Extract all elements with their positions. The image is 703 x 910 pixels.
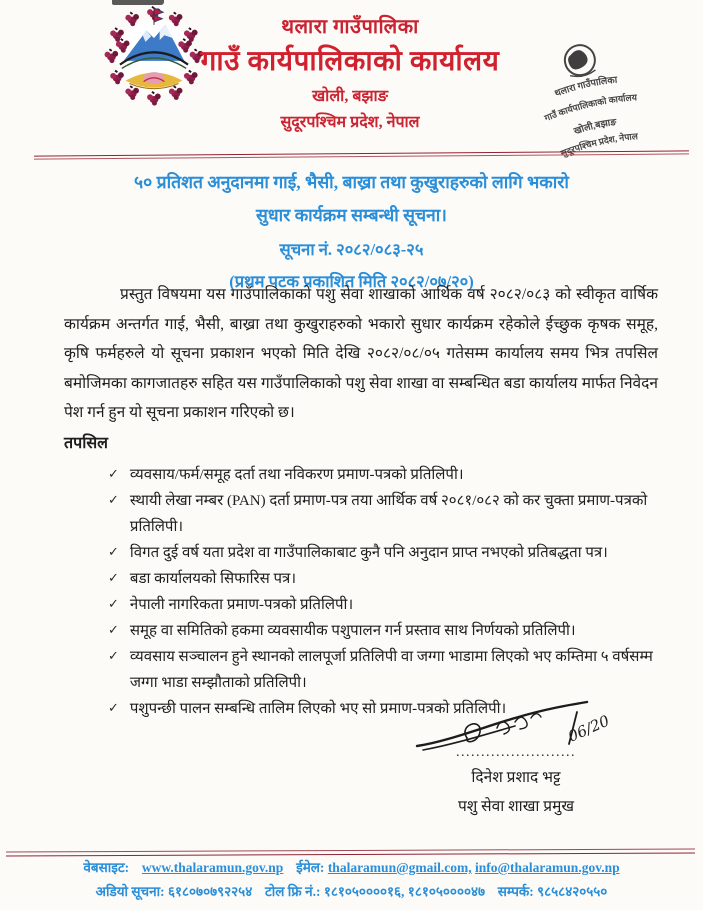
footer-contact-line2 xyxy=(0,882,703,900)
notice-title-line1: ५० प्रतिशत अनुदानमा गाई, भैसी, बाख्रा तथा कुखुराहरुको लागि भकारो xyxy=(134,172,569,192)
required-documents-checklist xyxy=(64,462,658,722)
website-link[interactable]: www.thalaramun.gov.np xyxy=(141,860,284,875)
checklist-item xyxy=(108,540,658,566)
handwritten-date: 06/20 xyxy=(565,711,613,746)
check-icon: ✓ xyxy=(108,700,119,716)
checklist-item-text: व्यवसाय सञ्चालन हुने स्थानको लालपूर्जा प्रतिलिपी वा जग्गा भाडामा लिएको भए कम्तिमा ५ वर्षसम्म जग्गा भाडा सम्झौताको प्रतिलिपी। xyxy=(129,648,653,691)
tollfree-numbers: १८१०५००००१६, १८१०५००००४७ xyxy=(323,884,486,899)
check-icon: ✓ xyxy=(108,596,119,612)
stamp-line4: सुदूरपश्चिम प्रदेश, नेपाल xyxy=(559,131,639,159)
email-link-2[interactable]: info@thalaramun.gov.np xyxy=(475,860,620,875)
notice-number: सूचना नं. २०८२/०८३-२५ xyxy=(279,240,424,259)
website-label: वेबसाइट: xyxy=(83,860,130,875)
footer-divider-rule xyxy=(6,848,695,856)
stamp-line2: गाउँ कार्यपालिकाको कार्यालय xyxy=(543,92,638,124)
audio-notice-label: अडियो सूचना: xyxy=(95,884,165,899)
checklist-item xyxy=(108,462,658,488)
footer-contact-line1 xyxy=(0,858,703,876)
checklist-item-text: नेपाली नागरिकता प्रमाण-पत्रको प्रतिलिपी। xyxy=(129,596,354,613)
checklist-item xyxy=(108,488,658,540)
checklist-item-text: पशुपन्छी पालन सम्बन्धि तालिम लिएको भए सो प्रमाण-पत्रको प्रतिलिपी। xyxy=(129,700,507,717)
check-icon: ✓ xyxy=(108,648,119,664)
checklist-item xyxy=(108,592,658,618)
check-icon: ✓ xyxy=(108,492,119,508)
checklist-item xyxy=(108,644,658,696)
office-address: खोली, बझाङ xyxy=(312,88,388,105)
signatory-designation: पशु सेवा शाखा प्रमुख xyxy=(457,798,575,815)
notice-published-date: (प्रथम पटक प्रकाशित मिति २०८२/०७/२०) xyxy=(229,272,474,291)
stamp-emblem-mark xyxy=(562,42,598,79)
email-label: ईमेल: xyxy=(296,860,325,875)
signature-block xyxy=(398,698,634,816)
checklist-item xyxy=(108,618,658,644)
signatory-name: दिनेश प्रशाद भट्ट xyxy=(471,769,561,786)
checklist-item-text: बडा कार्यालयको सिफारिस पत्र। xyxy=(129,570,297,587)
check-icon: ✓ xyxy=(108,570,119,586)
check-icon: ✓ xyxy=(108,622,119,638)
municipality-name: थलारा गाउँपालिका xyxy=(281,16,419,38)
notice-body xyxy=(64,280,658,722)
signature-dotted-line: ........................ xyxy=(456,745,576,760)
check-icon: ✓ xyxy=(108,544,119,560)
notice-title-block xyxy=(0,170,703,292)
checklist-item xyxy=(108,566,658,592)
check-icon: ✓ xyxy=(108,466,119,482)
checklist-item-text: व्यवसाय/फर्म/समूह दर्ता तथा नविकरण प्रमाण-पत्रको प्रतिलिपी। xyxy=(129,466,464,483)
email-link-1[interactable]: thalaramun@gmail.com, xyxy=(327,860,472,875)
contact-label: सम्पर्क: xyxy=(497,884,534,899)
notice-paragraph: प्रस्तुत विषयमा यस गाउँपालिकाको पशु सेवा शाखाको आर्थिक वर्ष २०८२/०८३ को स्वीकृत वार्षिक कार्यक्रम अन्तर्गत गाई, भैसी, बाख्रा तथा कुखुराहरुको भकारो सुधार कार्यक्रम रहेकोले ईच्छुक कृषक समूह, कृषि फर्महरुले यो सूचना प्रकाशन भएको मिति देखि २०८२/०८/०५ गतेसम्म कार्यालय समय भित्र तपसिल बमोजिमका कागजातहरु सहित यस गाउँपालिकाको पशु सेवा शाखा वा सम्बन्धित बडा कार्यालय मार्फत निवेदन पेश गर्न हुन यो सूचना प्रकाशन गरिएको छ। xyxy=(64,286,658,421)
scan-artifact xyxy=(112,0,164,5)
checklist-item-text: विगत दुई वर्ष यता प्रदेश वा गाउँपालिकाबाट कुनै पनि अनुदान प्राप्त नभएको प्रतिबद्धता पत्र। xyxy=(129,544,608,561)
checklist-item-text: स्थायी लेखा नम्बर (PAN) दर्ता प्रमाण-पत्र तया आर्थिक वर्ष २०८१/०८२ को कर चुक्ता प्रमाण-पत्रको प्रतिलिपी। xyxy=(129,492,648,535)
contact-number: ९८५८४२०५५० xyxy=(537,884,608,899)
office-province: सुदूरपश्चिम प्रदेश, नेपाल xyxy=(280,114,420,131)
office-name: गाउँ कार्यपालिकाको कार्यालय xyxy=(200,46,500,77)
checklist-heading: तपसिल xyxy=(64,434,109,452)
tollfree-label: टोल फ्रि नं.: xyxy=(264,884,321,899)
stamp-line1: थलारा गाउँपालिका xyxy=(553,75,618,100)
stamp-line3: खोली,बझाङ xyxy=(572,117,617,138)
audio-notice-number: ६१८०७०७९२२५४ xyxy=(167,884,253,899)
notice-title-line2: सुधार कार्यक्रम सम्बन्धी सूचना। xyxy=(256,205,447,225)
checklist-item-text: समूह वा समितिको हकमा व्यवसायीक पशुपालन गर्न प्रस्ताव साथ निर्णयको प्रतिलिपी। xyxy=(129,622,576,639)
